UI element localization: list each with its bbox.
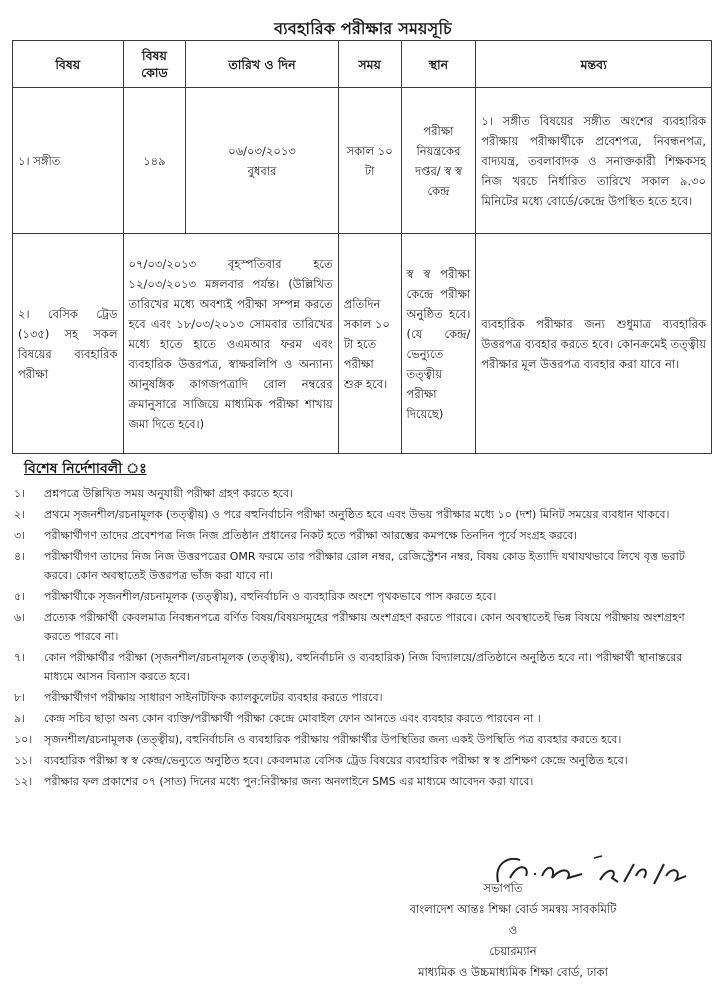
instruction-text: প্রশ্নপত্রে উল্লিখিত সময় অনুযায়ী পরীক্ষা গ্রহণ করতে হবে। [44, 487, 293, 500]
instruction-number: ৩। [14, 529, 26, 542]
instructions-heading: বিশেষ নির্দেশাবলী ঃ [24, 461, 147, 477]
instruction-text: প্রথমে সৃজনশীল/রচনামূলক (তত্ত্বীয়) ও পরে বহুনির্বাচনি পরীক্ষা অনুষ্ঠিত হবে এবং উভয় পরীক্ষার মধ্যে ১০ (দশ) মিনিট সময়ের ব্যবধান থাকবে। [44, 508, 670, 521]
chairman-title: চেয়ারম্যান [489, 944, 537, 958]
instruction-number: ২। [14, 508, 26, 521]
committee-name: বাংলাদেশ আন্তঃ শিক্ষা বোর্ড সমন্বয় সাবকমিটি [409, 902, 617, 916]
instruction-item [14, 772, 714, 791]
instruction-text: সৃজনশীল/রচনামূলক (তত্ত্বীয়), বহুনির্বাচনি ও ব্যবহারিক পরীক্ষায় পরীক্ষার্থীর উপস্থিতির জন্য একই উপস্থিতি পত্র ব্যবহার করতে হবে। [44, 733, 622, 746]
instruction-item [14, 587, 714, 606]
instruction-number: ১০। [14, 733, 33, 746]
day-value: বুধবার [247, 163, 277, 178]
cell-subject: ১। সঙ্গীত [13, 88, 124, 234]
instructions-list [14, 484, 714, 791]
instruction-item [14, 484, 714, 503]
instruction-number: ১। [14, 487, 26, 500]
instruction-number: ১২। [14, 775, 33, 788]
instruction-item [14, 547, 714, 585]
instruction-text: প্রত্যেক পরীক্ষার্থী কেবলমাত্র নিবন্ধনপত্রে বর্ণিত বিষয়/বিষয়সমূহের পরীক্ষায় অংশগ্রহণ করতে পারবে। কোন অবস্থাতেই ভিন্ন বিষয়ে পরীক্ষায় অংশগ্রহণ করতে পারবে না। [44, 611, 685, 643]
instruction-item [14, 730, 714, 749]
document-title: ব্যবহারিক পরীক্ষার সময়সূচি [274, 19, 452, 38]
instruction-text: কেন্দ্র সচিব ছাড়া অন্য কোন ব্যক্তি/পরীক্ষার্থী পরীক্ষা কেন্দ্রে মোবাইল ফোন আনতে এবং ব্যবহার করতে পারবেন না । [44, 712, 541, 725]
special-instructions [14, 457, 714, 793]
date-value: ০৬/০৩/২০১৩ [228, 143, 296, 158]
table-row [13, 234, 712, 454]
cell-time: প্রতিদিন সকাল ১০ টা হতে পরীক্ষা শুরু হবে। [338, 234, 401, 454]
cell-place: স্ব স্ব পরীক্ষা কেন্দ্রে পরীক্ষা অনুষ্ঠিত হবে। (যে কেন্দ্র/ ভেন্যুতে তত্ত্বীয় পরীক্ষা দিয়েছে) [401, 234, 476, 454]
instruction-text: পরীক্ষার ফল প্রকাশের ০৭ (সাত) দিনের মধ্যে পুন:নিরীক্ষার জন্য অনলাইনে SMS এর মাধ্যমে আবেদন করা যাবে। [44, 775, 534, 788]
cell-code: ১৪৯ [123, 88, 186, 234]
signatory-role: সভাপতি [483, 881, 523, 895]
instruction-number: ৯। [14, 712, 26, 725]
cell-remarks: ব্যবহারিক পরীক্ষার জন্য শুধুমাত্র ব্যবহারিক উত্তরপত্র ব্যবহার করতে হবে। কোনক্রমেই তত্ত্বীয় পরীক্ষার মূল উত্তরপত্র ব্যবহার করা যাবে না। [476, 234, 712, 454]
instruction-item [14, 648, 714, 686]
cell-subject: ২। বেসিক ট্রেড (১৩৫) সহ সকল বিষয়ের ব্যবহারিক পরীক্ষা [13, 234, 124, 454]
and-text: ও [508, 923, 518, 937]
table-row [13, 88, 712, 234]
instruction-item [14, 688, 714, 707]
practical-exam-schedule-table [12, 40, 712, 454]
header-subject-code: বিষয় কোড [123, 41, 186, 88]
header-remarks: মন্তব্য [476, 41, 712, 88]
cell-date [186, 88, 338, 234]
header-place: স্থান [401, 41, 476, 88]
instruction-item [14, 751, 714, 770]
cell-place: পরীক্ষা নিয়ন্ত্রকের দপ্তর/ স্ব স্ব কেন্দ্র [401, 88, 476, 234]
instruction-text: পরীক্ষার্থীকে সৃজনশীল/রচনামূলক (তত্ত্বীয়), বহুনির্বাচনি ও ব্যবহারিক অংশে পৃথকভাবে পাস করতে হবে। [44, 590, 497, 603]
instruction-number: ৬। [14, 611, 26, 624]
table-header-row [13, 41, 712, 88]
instruction-text: ব্যবহারিক পরীক্ষা স্ব স্ব কেন্দ্র/ভেন্যুতে অনুষ্ঠিত হবে। কেবলমাত্র বেসিক ট্রেড বিষয়ের ব্যবহারিক পরীক্ষা স্ব স্ব প্রশিক্ষণ কেন্দ্রে অনুষ্ঠিত হবে। [44, 754, 628, 767]
header-time: সময় [338, 41, 401, 88]
cell-date-span: ০৭/০৩/২০১৩ বৃহস্পতিবার হতে ১২/০৩/২০১৩ মঙ্গলবার পর্যন্ত। (উল্লিখিত তারিখের মধ্যে অবশ্যই পরীক্ষা সম্পন্ন করতে হবে এবং ১৮/০৩/২০১৩ সোমবার তারিখের মধ্যে হাতে হাতে ওএমআর ফরম এবং ব্যবহারিক উত্তরপত্র, স্বাক্ষরলিপি ও অন্যান্য আনুষঙ্গিক কাগজপত্রাদি রোল নম্বরের ক্রমানুসারে সাজিয়ে মাধ্যমিক পরীক্ষা শাখায় জমা দিতে হবে।) [123, 234, 338, 454]
cell-remarks: ১। সঙ্গীত বিষয়ের সঙ্গীত অংশের ব্যবহারিক পরীক্ষায় পরীক্ষার্থীকে প্রবেশপত্র, নিবন্ধনপত্র, বাদ্যযন্ত্র, তবলাবাদক ও সনাক্তকারী শিক্ষকসহ নিজ খরচে নির্ধারিত তারিখে সকাল ৯.৩০ মিনিটের মধ্যে বোর্ডে/কেন্দ্রে উপস্থিত হতে হবে। [476, 88, 712, 234]
instruction-number: ৪। [14, 550, 26, 563]
instruction-text: পরীক্ষার্থীগণ পরীক্ষায় সাধারণ সাইনটিফিক ক্যালকুলেটর ব্যবহার করতে পারবে। [44, 691, 383, 704]
header-date-day: তারিখ ও দিন [186, 41, 338, 88]
instruction-number: ১১। [14, 754, 33, 767]
instruction-text: কোন পরীক্ষার্থীর পরীক্ষা (সৃজনশীল/রচনামূলক (তত্ত্বীয়), বহুনির্বাচনি ও ব্যবহারিক) নিজ বিদ্যালয়ে/প্রতিষ্ঠানে অনুষ্ঠিত হবে না। পরীক্ষার্থী স্থানান্তরের মাধ্যমে আসন বিন্যাস করতে হবে। [44, 651, 683, 683]
instruction-number: ৭। [14, 651, 26, 664]
instruction-item [14, 608, 714, 646]
instruction-text: পরীক্ষার্থীগণ তাদের প্রবেশপত্র নিজ নিজ প্রতিষ্ঠান প্রধানের নিকট হতে পরীক্ষা আরম্ভের কমপক্ষে তিনদিন পূর্বে সংগ্রহ করবে। [44, 529, 578, 542]
header-subject: বিষয় [13, 41, 124, 88]
board-name: মাধ্যমিক ও উচ্চমাধ্যমিক শিক্ষা বোর্ড, ঢাকা [418, 965, 608, 979]
instruction-item [14, 709, 714, 728]
instruction-item [14, 526, 714, 545]
instruction-item [14, 505, 714, 524]
instruction-text: পরীক্ষার্থীগণ তাদের নিজ নিজ উত্তরপত্রের OMR ফরমে তার পরীক্ষার রোল নম্বর, রেজিস্ট্রেশন নম্বর, বিষয় কোড ইত্যাদি যথাযথভাবে লিখে বৃত্ত ভরাট করবে। কোন অবস্থাতেই উত্তরপত্র ভাঁজ করা যাবে না। [44, 550, 685, 582]
cell-time: সকাল ১০ টা [338, 88, 401, 234]
instruction-number: ৮। [14, 691, 26, 704]
instruction-number: ৫। [14, 590, 26, 603]
